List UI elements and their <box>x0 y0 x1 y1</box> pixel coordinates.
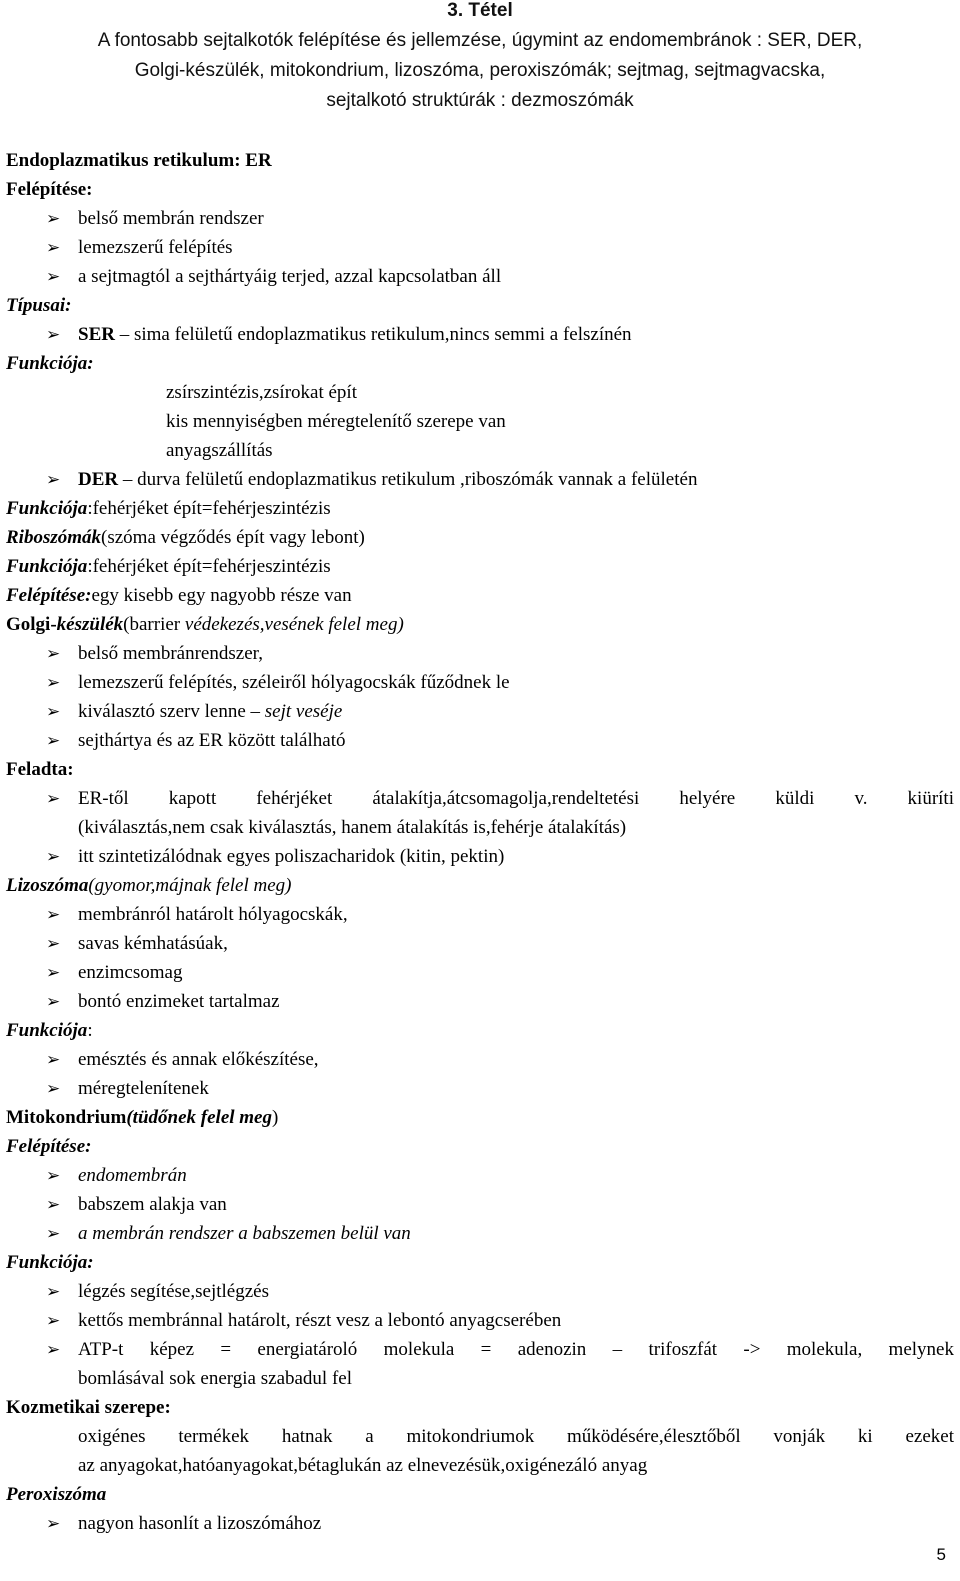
mitokondrium-heading: Mitokondrium(tüdőnek felel meg) <box>6 1107 279 1128</box>
list-item: ➢ babszem alakja van <box>6 1190 954 1219</box>
page-number: 5 <box>936 1545 946 1564</box>
list-item: ➢ endomembrán <box>6 1161 954 1190</box>
list-item: ➢ kettős membránnal határolt, részt vesz a lebontó anyagcserében <box>6 1306 954 1335</box>
page-header <box>0 0 960 116</box>
er-felepitese-label: Felépítése: <box>6 179 93 200</box>
arrow-bullet-icon: ➢ <box>46 1340 61 1359</box>
section-number: 3. Tétel <box>447 0 513 21</box>
arrow-bullet-icon: ➢ <box>46 905 61 924</box>
arrow-bullet-icon: ➢ <box>46 325 61 344</box>
list-item: zsírszintézis,zsírokat épít <box>166 382 357 403</box>
riboszoma-line: Riboszómák(szóma végződés épít vagy lebont) <box>6 527 365 548</box>
arrow-bullet-icon: ➢ <box>46 267 61 286</box>
arrow-bullet-icon: ➢ <box>46 209 61 228</box>
der-label: DER <box>78 469 119 490</box>
header-line-1: A fontosabb sejtalkotók felépítése és jellemzése, úgymint az endomembránok : SER, DER, <box>97 30 863 51</box>
arrow-bullet-icon: ➢ <box>46 644 61 663</box>
arrow-bullet-icon: ➢ <box>46 1282 61 1301</box>
arrow-bullet-icon: ➢ <box>46 1311 61 1330</box>
list-item: anyagszállítás <box>166 440 273 461</box>
golgi-heading: Golgi-készülék(barrier védekezés,vesének felel meg) <box>6 614 404 635</box>
arrow-bullet-icon: ➢ <box>46 847 61 866</box>
arrow-bullet-icon: ➢ <box>46 238 61 257</box>
arrow-bullet-icon: ➢ <box>46 1224 61 1243</box>
ser-funkcioja-label: Funkciója: <box>6 353 94 374</box>
list-item: ➢ DER – durva felületű endoplazmatikus retikulum ,riboszómák vannak a felületén <box>6 465 954 494</box>
golgi-feladata-label: Feladta: <box>6 759 74 780</box>
arrow-bullet-icon: ➢ <box>46 789 61 808</box>
list-item: ➢ membránról határolt hólyagocskák, <box>6 900 954 929</box>
arrow-bullet-icon: ➢ <box>46 1195 61 1214</box>
list-item: ➢ sejthártya és az ER között található <box>6 726 954 755</box>
header-line-3: sejtalkotó struktúrák : dezmoszómák <box>326 90 634 111</box>
header-line-2: Golgi-készülék, mitokondrium, lizoszóma, peroxiszómák; sejtmag, sejtmagvacska, <box>134 60 826 81</box>
list-item: ➢ savas kémhatásúak, <box>6 929 954 958</box>
arrow-bullet-icon: ➢ <box>46 702 61 721</box>
arrow-bullet-icon: ➢ <box>46 1050 61 1069</box>
er-tipusai-label: Típusai: <box>6 295 72 316</box>
mito-funkcioja-label: Funkciója: <box>6 1252 94 1273</box>
arrow-bullet-icon: ➢ <box>46 470 61 489</box>
list-item: ➢ méregtelenítenek <box>6 1074 954 1103</box>
arrow-bullet-icon: ➢ <box>46 1514 61 1533</box>
arrow-bullet-icon: ➢ <box>46 963 61 982</box>
der-function-line: Funkciója:fehérjéket épít=fehérjeszintézis <box>6 498 331 519</box>
list-item: ➢ a membrán rendszer a babszemen belül van <box>6 1219 954 1248</box>
arrow-bullet-icon: ➢ <box>46 992 61 1011</box>
list-item: ➢ emésztés és annak előkészítése, <box>6 1045 954 1074</box>
list-item: ➢ a sejtmagtól a sejthártyáig terjed, azzal kapcsolatban áll <box>6 262 954 291</box>
list-item: ➢ nagyon hasonlít a lizoszómához <box>6 1509 954 1538</box>
list-item: ➢ belső membrán rendszer <box>6 204 954 233</box>
arrow-bullet-icon: ➢ <box>46 1166 61 1185</box>
list-item: ➢ légzés segítése,sejtlégzés <box>6 1277 954 1306</box>
list-item: ➢ bontó enzimeket tartalmaz <box>6 987 954 1016</box>
list-item: ➢ kiválasztó szerv lenne – sejt veséje <box>6 697 954 726</box>
list-item-continuation: bomlásával sok energia szabadul fel <box>78 1368 352 1389</box>
arrow-bullet-icon: ➢ <box>46 934 61 953</box>
list-item: ➢ itt szintetizálódnak egyes poliszacharidok (kitin, pektin) <box>6 842 954 871</box>
list-item: ➢ ATP-t képez = energiatároló molekula = adenozin – trifoszfát -> molekula, melynek <box>6 1335 954 1364</box>
list-item: ➢ ER-től kapott fehérjéket átalakítja,átcsomagolja,rendeltetési helyére küldi v. kiüríti <box>6 784 954 813</box>
list-item: ➢ lemezszerű felépítés, széleiről hólyagocskák fűződnek le <box>6 668 954 697</box>
arrow-bullet-icon: ➢ <box>46 1079 61 1098</box>
list-item: ➢ belső membránrendszer, <box>6 639 954 668</box>
list-item: ➢ SER – sima felületű endoplazmatikus retikulum,nincs semmi a felszínén <box>6 320 954 349</box>
riboszoma-function-line: Funkciója:fehérjéket épít=fehérjeszintézis <box>6 556 331 577</box>
kozmetikai-text-1: oxigénes termékek hatnak a mitokondriumok működésére,élesztőből vonják ki ezeket <box>78 1426 954 1447</box>
kozmetikai-text-2: az anyagokat,hatóanyagokat,bétaglukán az elnevezésük,oxigénezáló anyag <box>78 1455 648 1476</box>
list-item: kis mennyiségben méregtelenítő szerepe van <box>166 411 506 432</box>
list-item: ➢ lemezszerű felépítés <box>6 233 954 262</box>
arrow-bullet-icon: ➢ <box>46 731 61 750</box>
mito-felepitese-label: Felépítése: <box>6 1136 92 1157</box>
lizoszoma-funkcioja-label: Funkciója: <box>6 1020 93 1041</box>
ser-label: SER <box>78 324 115 345</box>
arrow-bullet-icon: ➢ <box>46 673 61 692</box>
kozmetikai-szerepe-label: Kozmetikai szerepe: <box>6 1397 171 1418</box>
list-item-continuation: (kiválasztás,nem csak kiválasztás, hanem átalakítás is,fehérje átalakítás) <box>78 817 627 838</box>
riboszoma-felepitese-line: Felépítése:egy kisebb egy nagyobb része van <box>6 585 352 606</box>
er-heading: Endoplazmatikus retikulum: ER <box>6 150 272 171</box>
lizoszoma-heading: Lizoszóma(gyomor,májnak felel meg) <box>6 875 292 896</box>
list-item: ➢ enzimcsomag <box>6 958 954 987</box>
document-body <box>6 146 954 1538</box>
peroxiszoma-heading: Peroxiszóma <box>6 1484 107 1505</box>
